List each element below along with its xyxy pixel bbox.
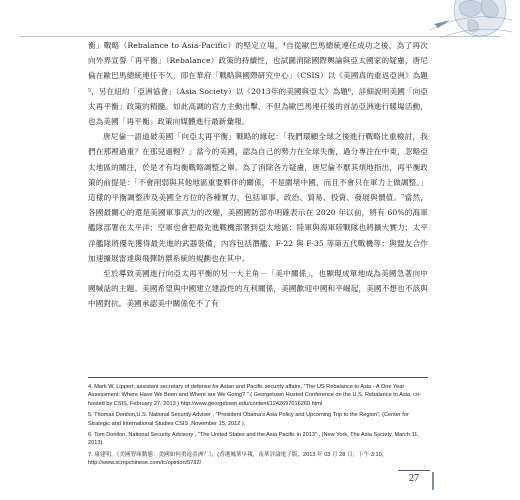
page-number: 27 (398, 470, 430, 487)
paragraph-1: 衡」戰略（Rebalance to Asia-Pacific）的堅定立場，⁴自從歐巴馬總統連任成功之後，為了再次向外界宣誓「再平衡」（Rebalance）政策的持續性，也試圖消除國際輿論與亞太國家的疑慮，唐尼倫在歐巴馬總統連任不久，即在華府「戰略與國際研究中心」（CSIS）以《美國真的重返亞洲》為題⁵，另在紐約「亞洲協會」（Asia Society）以《2013年的美國與亞太》為題⁶，詳細說明美國「向亞太再平衡」政策的精髓。如此高調的官方主動出擊，不但為歐巴馬連任後的首訪亞洲進行暖場活動，也為美國「再平衡」政策向媒體進行最新彙報。 (88, 41, 428, 127)
footnote-divider (88, 377, 428, 378)
page-number-accent (432, 472, 434, 490)
footnote-4: 4. Mark W. Lippert, assistant secretary of defense for Asian and Pacific security affairs, "The US Rebalance to Asia - A One Year Assessment: Where Have We Been and Where are We Going? ",( Georgetown Hosted Conference on the U.S. Rebalance to Asia, co-hosted by CSIS, February 27, 2013 ) http://www.georgetown.edu/content/1242697016260.html (88, 384, 421, 407)
article-body (88, 38, 428, 312)
footnotes (88, 383, 428, 471)
paragraph-2: 唐尼倫一語道破美國「向亞太再平衡」戰略的緣起：「我們環顧全球之後進行戰略比重檢討，我們在那裡過重？在那兒過輕？」當今的美國，認為自己的勢力在全球失衡，過分專注在中東，忽略亞太地區的關注，於是才有均衡戰略調整之舉。為了消除各方疑慮，唐尼倫不厭其煩地指出，再平衡政策的前提是：「不會削弱與其他地區重要夥伴的關係，不是圍堵中國，而且不會只在軍力上做調整。」這樣的平衡調整涉及美國全方位的各種實力，包括軍事、政治、貿易、投資、發展與價值。⁷當然，各國最關心的還是美國軍事武力的改變，美國國防部亦明確表示在 2020 年以前，將有 60%的海軍艦隊部署在太平洋；空軍也會把最先進戰機部署到亞太地區；陸軍與海軍陸戰隊也將擴大實力；太平洋艦隊將優先獲得最先進的武器裝備，內容包括潛艦、F-22 與 F-35 等第五代戰機等；與盟友合作加速擴展雷達與飛彈防禦系統的規劃也在其中。 (88, 132, 428, 263)
paragraph-3: 至於導致美國進行向亞太再平衡的另一大主角－「美中關係」，也顯現成單地成為美國急著向中國喊話的主題。美國希望與中國建立建設性的互利關係，美國歡迎中國和平崛起，美國不想也不該與中國對抗。美國承認美中關係免不了有 (88, 269, 428, 309)
globe-decoration-icon (420, 0, 516, 42)
footnote-6: 6. Tom Donilon, National Security Advisory , "The United States and the Asia Pacific in 2013" , (New York, The Asia Society, March 11, 2013). (88, 432, 419, 447)
page-header (0, 0, 520, 42)
footnote-7: 7. 康建明，《美國智庫動態：美國如何重返亞洲？》，(香港鳳華早報，南華評論電子版，2013 年 03 月 28 日，下午 3:10，http://www.scmpchinese.com/tc/opinion/5792/ (88, 451, 388, 467)
footnote-5: 5. Thomas Donilon,U.S. National Security Adviser , "President Obama's Asia Policy and Upcoming Trip to the Region", (Center for Strategic and International Studies CSIS ,November 15, 2012 ). (88, 412, 409, 427)
